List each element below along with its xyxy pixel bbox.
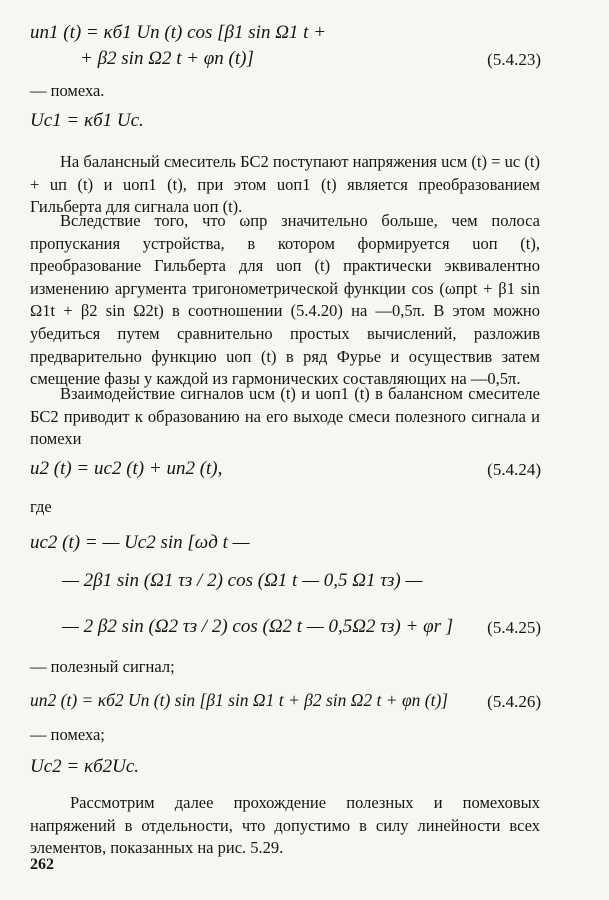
equation-number-5-4-23: (5.4.23) <box>487 50 541 69</box>
text-where: где <box>30 497 52 516</box>
equation-5-4-23-line2: + β2 sin Ω2 t + φп (t)] <box>80 48 254 69</box>
equation-5-4-25-line1: uc2 (t) = — Uc2 sin [ωд t — <box>30 532 250 553</box>
equation-5-4-23-line1: uп1 (t) = κб1 Uп (t) cos [β1 sin Ω1 t + <box>30 22 327 43</box>
paragraph-1: На балансный смеситель БС2 поступают напряжения uсм (t) = uc (t) + uп (t) и uоп1 (t), при этом uоп1 (t) является преобразованием Гильберта для сигнала uоп (t). <box>30 152 540 217</box>
paragraph-3: Взаимодействие сигналов uсм (t) и uоп1 (t) в балансном смесителе БС2 приводит к образованию на его выходе смеси полезного сигнала и помехи <box>30 384 540 449</box>
equation-5-4-24: u2 (t) = uc2 (t) + uп2 (t), <box>30 458 223 479</box>
paragraph-4: Рассмотрим далее прохождение полезных и помеховых напряжений в отдельности, что допустимо в силу линейности всех элементов, показанных на рис. 5.29. <box>30 793 540 858</box>
equation-number-5-4-26: (5.4.26) <box>487 692 541 711</box>
equation-5-4-25-line2: — 2β1 sin (Ω1 τз / 2) cos (Ω1 t — 0,5 Ω1 τз) — <box>62 570 423 591</box>
paragraph-2: Вследствие того, что ωпр значительно больше, чем полоса пропускания устройства, в котором формируется uоп (t), преобразование Гильберта для uоп (t) практически эквивалентно изменению аргумента тригонометрической функции cos (ωпрt + β1 sin Ω1t + β2 sin Ω2t) в соотношении (5.4.20) на —0,5π. В этом можно убедиться путем сравнительно простых вычислений, разложив предварительно функцию uоп (t) в ряд Фурье и осуществив затем смещение фазы у каждой из гармонических составляющих на —0,5π. <box>30 211 540 389</box>
equation-uc2: Uc2 = κб2Uc. <box>30 756 140 777</box>
equation-5-4-25-line3: — 2 β2 sin (Ω2 τз / 2) cos (Ω2 t — 0,5Ω2 τз) + φr ] <box>62 616 454 637</box>
text-noise-label-2: — помеха; <box>30 725 105 744</box>
text-noise-label-1: — помеха. <box>30 81 105 100</box>
text-useful-signal-label: — полезный сигнал; <box>30 657 175 676</box>
equation-uc1: Uc1 = κб1 Uc. <box>30 110 144 131</box>
equation-number-5-4-24: (5.4.24) <box>487 460 541 479</box>
page-number: 262 <box>30 856 54 873</box>
equation-number-5-4-25: (5.4.25) <box>487 618 541 637</box>
equation-5-4-26: uп2 (t) = κб2 Uп (t) sin [β1 sin Ω1 t + β2 sin Ω2 t + φп (t)] <box>30 690 449 710</box>
